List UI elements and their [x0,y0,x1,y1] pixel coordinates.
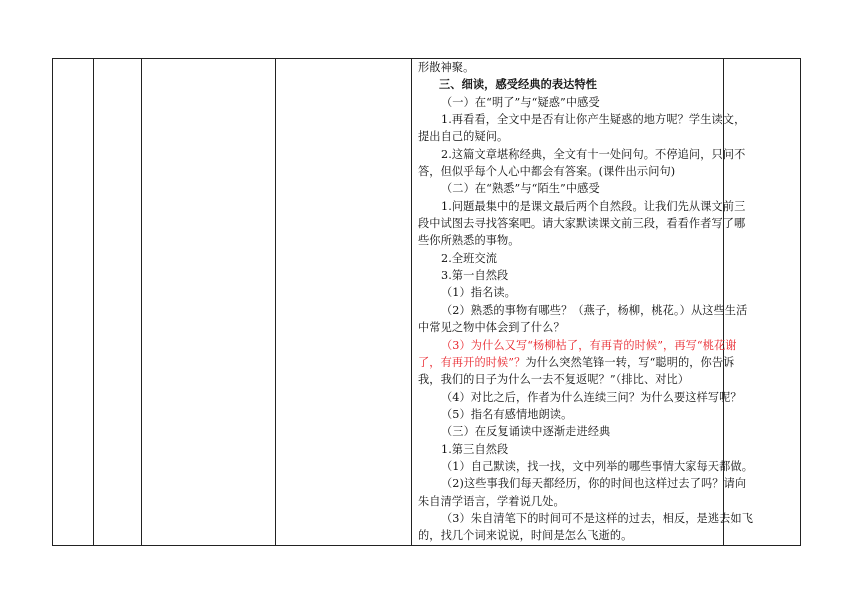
text-line: 形散神聚。 [418,61,475,74]
highlighted-question-line [418,354,735,371]
text-line: 些你所熟悉的事物。 [418,234,520,248]
text-line: 中常见之物中体会到了什么？ [418,321,565,335]
text-line: 我，我们的日子为什么一去不复返呢？”（排比、对比） [418,373,690,387]
text-line: 1.再看看，全文中是否有让你产生疑惑的地方呢？学生读文， [441,113,746,127]
text-line: （4）对比之后，作者为什么连续三问？为什么要这样写呢？ [441,390,742,404]
subsection-heading: （三）在反复诵读中逐渐走进经典 [441,425,611,439]
subsection-heading: （二）在“熟悉”与“陌生”中感受 [441,182,600,196]
text-line: 1.第三自然段 [441,442,509,456]
column-cell-4 [276,59,412,546]
teaching-content-cell [412,59,753,546]
text-line: （2）熟悉的事物有哪些？（燕子，杨柳，桃花。）从这些生活 [441,303,748,317]
text-span: 为什么突然笔锋一转，写“聪明的，你告诉 [525,355,735,369]
text-line: 答，但似乎每个人心中都会有答案。(课件出示问句) [418,165,676,179]
table-row [53,59,801,546]
text-line: （1）指名读。 [441,286,516,300]
text-line: 3.第一自然段 [441,269,509,283]
text-line: 段中试图去寻找答案吧。请大家默读课文前三段，看看作者写了哪 [418,217,746,231]
text-line: 1.问题最集中的是课文最后两个自然段。让我们先从课文前三 [441,199,746,213]
section-heading: 三、细读，感受经典的表达特性 [439,77,598,92]
text-line: 提出自己的疑问。 [418,130,509,144]
column-cell-1 [53,59,94,546]
column-cell-2 [94,59,142,546]
text-line: （5）指名有感情地朗读。 [441,407,573,421]
lesson-plan-table [52,58,801,546]
text-line: （3）朱自清笔下的时间可不是这样的过去，相反，是逃去如飞 [441,511,753,525]
column-cell-3 [142,59,276,546]
text-line: （2)这些事我们每天都经历，你的时间也这样过去了吗？请向 [441,477,747,491]
highlighted-question-line [418,337,737,354]
highlighted-question-text: （3）为什么又写“杨柳枯了，有再青的时候”，再写“桃花谢 [441,338,737,352]
highlighted-question-text: 了，有再开的时候”？ [418,355,526,369]
subsection-heading: （一）在“明了”与“疑惑”中感受 [441,95,600,109]
text-line: 2.全班交流 [441,251,498,265]
text-line: （1）自己默读，找一找，文中列举的哪些事情大家每天都做。 [441,459,753,473]
text-line: 朱自清学语言，学着说几处。 [418,494,565,508]
text-line: 的，找几个词来说说，时间是怎么飞逝的。 [418,529,633,543]
text-line: 2.这篇文章堪称经典，全文有十一处问句。不停追问，只问不 [441,147,746,161]
